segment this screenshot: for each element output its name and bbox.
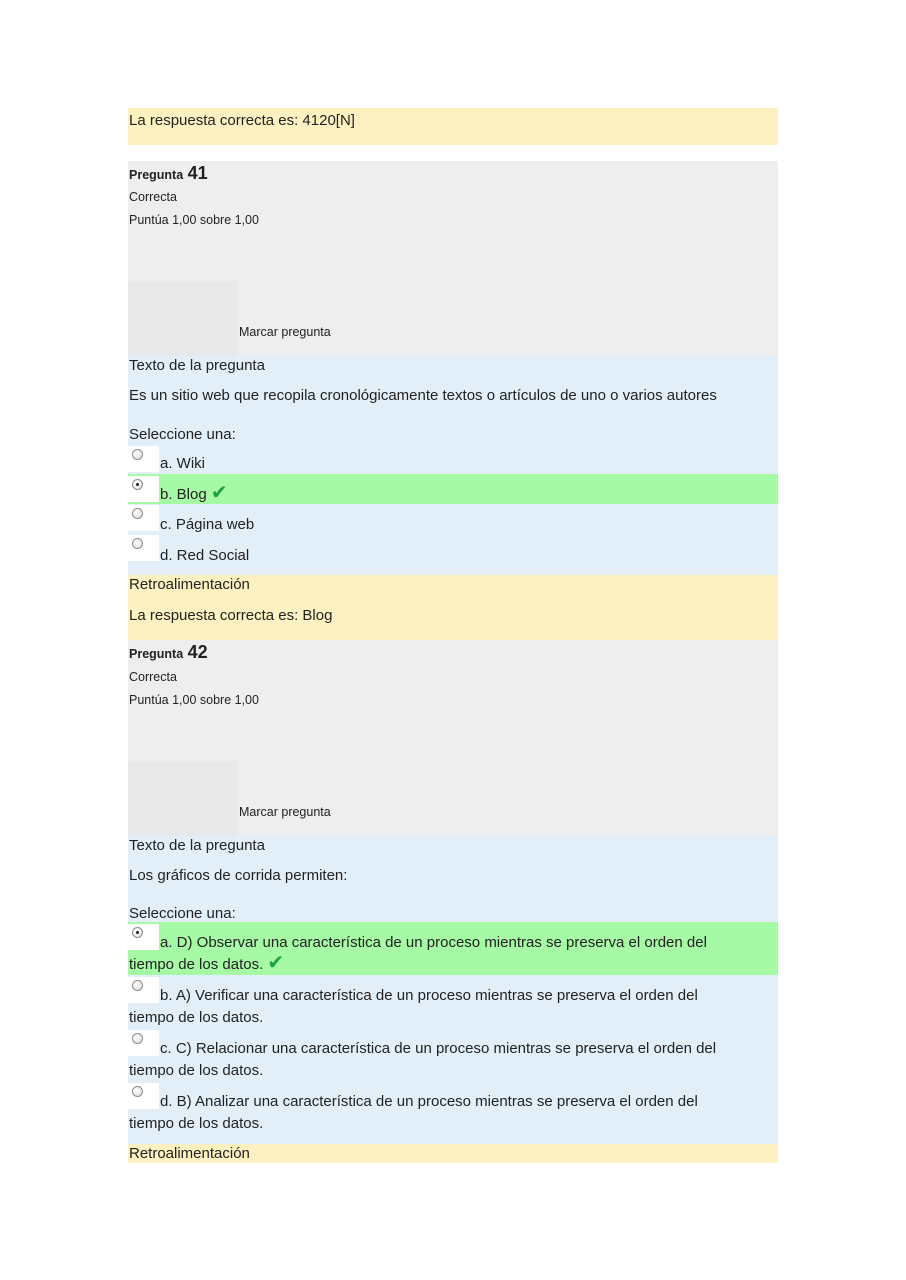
option-a-selected[interactable] bbox=[128, 922, 778, 975]
radio-option-a[interactable] bbox=[128, 446, 159, 472]
question-state: Correcta bbox=[129, 190, 177, 204]
option-a-label: a. Wiki bbox=[160, 455, 205, 472]
question-text-heading: Texto de la pregunta bbox=[129, 837, 265, 854]
question-41-info bbox=[128, 161, 778, 356]
option-a-label: a. D) Observar una característica de un proceso mientras se preserva el orden del bbox=[160, 934, 707, 951]
question-text-heading: Texto de la pregunta bbox=[129, 357, 265, 374]
option-c[interactable] bbox=[128, 1028, 778, 1081]
option-b-label: b. A) Verificar una característica de un proceso mientras se preserva el orden del bbox=[160, 987, 698, 1004]
option-b-label-cont: tiempo de los datos. bbox=[129, 1009, 264, 1026]
question-grade: Puntúa 1,00 sobre 1,00 bbox=[129, 213, 259, 227]
correct-check-icon: ✔ bbox=[210, 482, 228, 504]
option-c-label: c. C) Relacionar una característica de un proceso mientras se preserva el orden del bbox=[160, 1040, 717, 1057]
flag-question-link[interactable]: Marcar pregunta bbox=[239, 805, 331, 819]
option-d-label: d. B) Analizar una característica de un proceso mientras se preserva el orden del bbox=[160, 1093, 698, 1110]
feedback-heading: Retroalimentación bbox=[129, 1145, 250, 1162]
option-b[interactable] bbox=[128, 975, 778, 1028]
feedback-heading: Retroalimentación bbox=[129, 576, 250, 593]
option-d-label: d. Red Social bbox=[160, 547, 250, 564]
question-state: Correcta bbox=[129, 670, 177, 684]
option-a[interactable] bbox=[128, 446, 778, 474]
radio-option-c[interactable] bbox=[128, 1030, 159, 1056]
question-text: Los gráficos de corrida permiten: bbox=[129, 867, 348, 884]
option-b-label: b. Blog bbox=[160, 486, 207, 503]
previous-feedback bbox=[128, 108, 778, 145]
question-number: 41 bbox=[187, 163, 208, 183]
option-d[interactable] bbox=[128, 535, 778, 575]
feedback-correct-answer: La respuesta correcta es: Blog bbox=[129, 607, 333, 624]
correct-check-icon: ✔ bbox=[267, 952, 285, 974]
select-one-prompt: Seleccione una: bbox=[129, 905, 236, 922]
question-42-info bbox=[128, 640, 778, 836]
question-42-content bbox=[128, 836, 778, 922]
radio-option-b[interactable] bbox=[128, 476, 159, 502]
question-text: Es un sitio web que recopila cronológicamente textos o artículos de uno o varios autores bbox=[129, 387, 717, 404]
option-c[interactable] bbox=[128, 504, 778, 535]
option-a-label-cont: tiempo de los datos. bbox=[129, 956, 264, 973]
previous-correct-answer: La respuesta correcta es: 4120[N] bbox=[129, 112, 355, 129]
select-one-prompt: Seleccione una: bbox=[129, 426, 236, 443]
radio-option-b[interactable] bbox=[128, 977, 159, 1003]
question-label: Pregunta bbox=[129, 168, 184, 182]
flag-question-link[interactable]: Marcar pregunta bbox=[239, 325, 331, 339]
option-c-label: c. Página web bbox=[160, 516, 255, 533]
option-c-label-cont: tiempo de los datos. bbox=[129, 1062, 264, 1079]
question-42-feedback bbox=[128, 1144, 778, 1163]
radio-option-c[interactable] bbox=[128, 505, 159, 531]
question-label: Pregunta bbox=[129, 647, 184, 661]
radio-option-a[interactable] bbox=[128, 924, 159, 950]
option-d-label-cont: tiempo de los datos. bbox=[129, 1115, 264, 1132]
option-d[interactable] bbox=[128, 1081, 778, 1144]
radio-option-d[interactable] bbox=[128, 535, 159, 561]
question-grade: Puntúa 1,00 sobre 1,00 bbox=[129, 693, 259, 707]
question-41-feedback bbox=[128, 575, 778, 640]
question-number: 42 bbox=[187, 642, 208, 662]
radio-option-d[interactable] bbox=[128, 1083, 159, 1109]
option-b-selected[interactable] bbox=[128, 474, 778, 504]
